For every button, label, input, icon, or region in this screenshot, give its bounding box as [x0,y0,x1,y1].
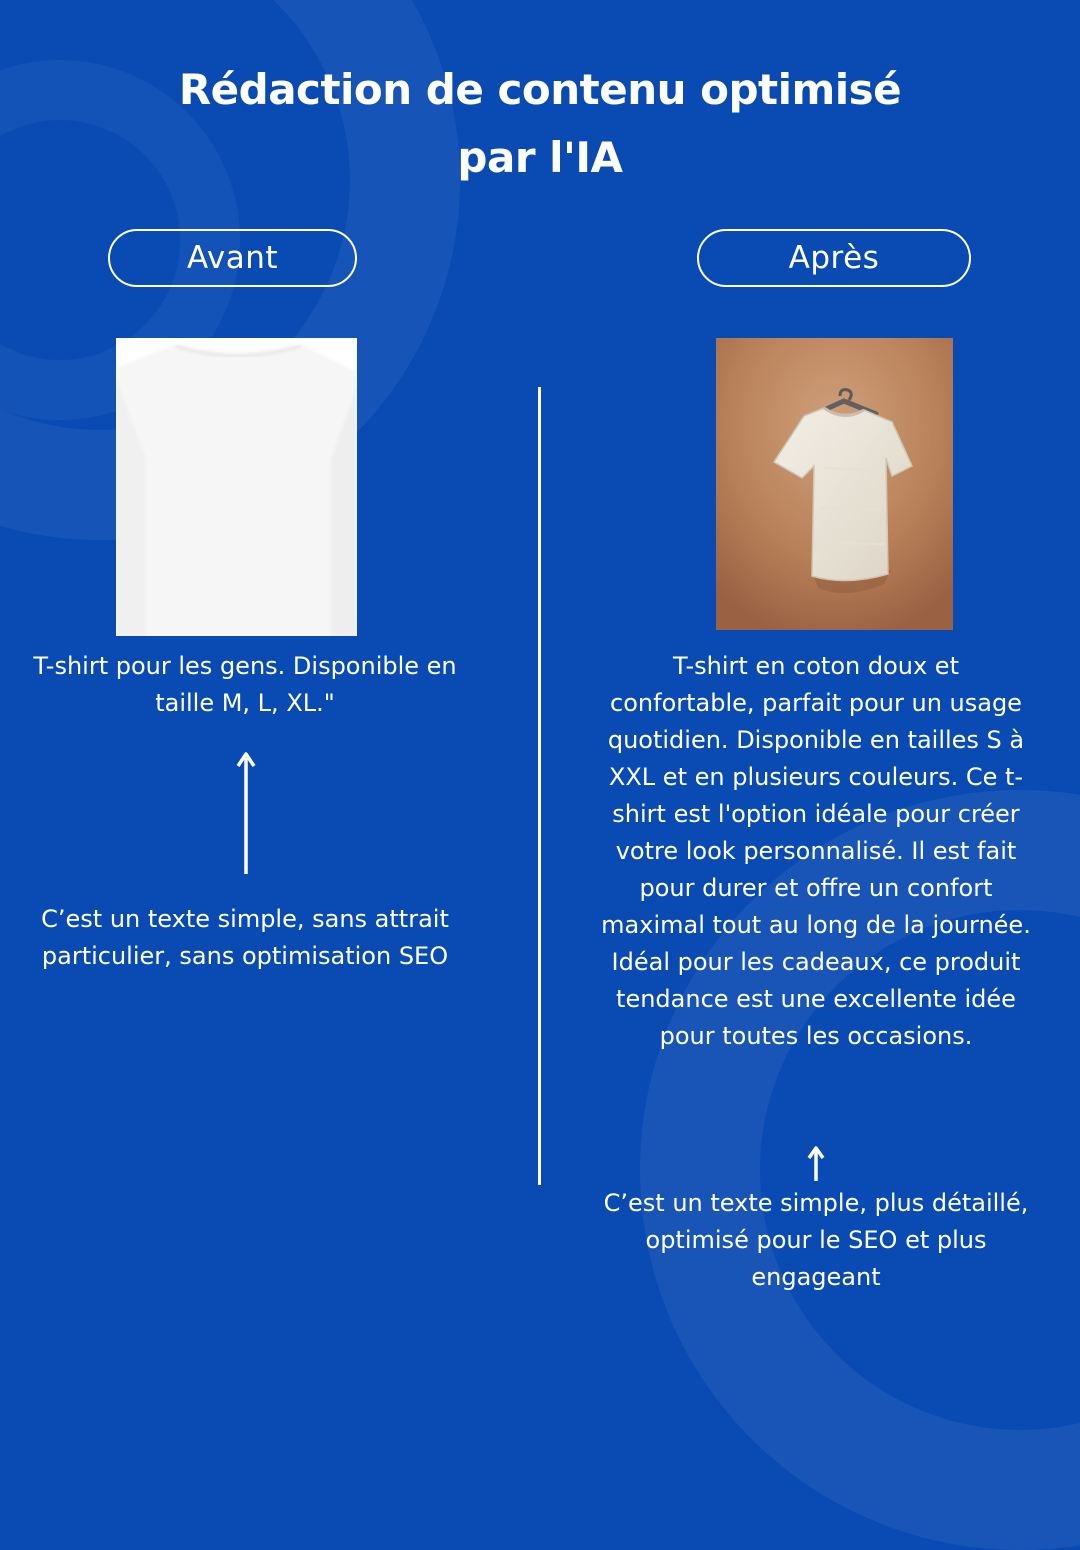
arrow-up-icon [804,1146,828,1182]
before-description: T-shirt pour les gens. Disponible en taille M, L, XL." [33,652,457,717]
column-divider [538,387,541,1185]
tshirt-icon [716,338,953,630]
after-product-photo [716,338,953,630]
after-label-pill: Après [697,229,971,287]
before-label-pill: Avant [108,229,357,287]
before-note: C’est un texte simple, sans attrait particulier, sans optimisation SEO [41,905,449,970]
page-title [0,56,1080,192]
after-description: T-shirt en coton doux et confortable, parfait pour un usage quotidien. Disponible en tailles S à XXL et en plusieurs couleurs. Ce t-shirt est l'option idéale pour créer votre look personnalisé. Il est fait pour durer et offre un confort maximal tout au long de la journée. Idéal pour les cadeaux, ce produit tendance est une excellente idée pour toutes les occasions. [601,652,1031,1050]
tshirt-icon [116,338,357,636]
arrow-up-icon [234,752,258,876]
before-product-photo [116,338,357,636]
title-line-2: par l'IA [457,133,623,182]
title-line-1: Rédaction de contenu optimisé [178,65,902,114]
after-note: C’est un texte simple, plus détaillé, optimisé pour le SEO et plus engageant [603,1189,1029,1291]
